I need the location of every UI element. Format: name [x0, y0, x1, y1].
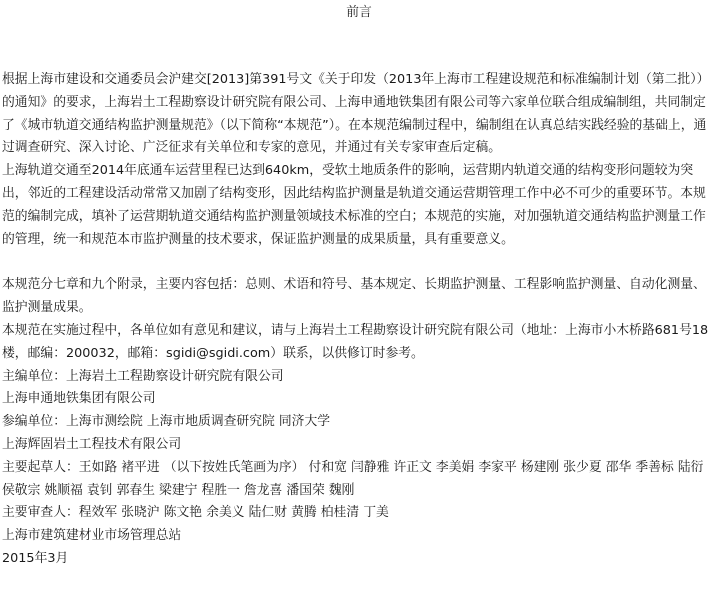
paragraph-feedback: 本规范在实施过程中，各单位如有意见和建议，请与上海岩土工程勘察设计研究院有限公司（地址：上海市小木桥路681号18楼，邮编：200032，邮箱：sgidi@sgidi.com）联系，以供修订时参考。 [2, 322, 709, 361]
participating-units: 参编单位：上海市测绘院 上海市地质调查研究院 同济大学 [2, 414, 331, 430]
document-page [2, 0, 716, 571]
drafters: 主要起草人：王如路 褚平进 （以下按姓氏笔画为序） 付和宽 闫静雅 许正文 李美娟 李家平 杨建刚 张少夏 邵华 季善标 陆衍 侯敬宗 姚顺福 袁钊 郭春生 梁建宁 程胜一 詹龙喜 潘国荣 魏刚 [2, 459, 704, 498]
paragraph-contents: 本规范分七章和九个附录，主要内容包括：总则、术语和符号、基本规定、长期监护测量、工程影响监护测量、自动化测量、监护测量成果。 [2, 277, 706, 316]
spacer [2, 24, 716, 69]
date: 2015年3月 [2, 550, 69, 566]
spacer [2, 251, 716, 274]
participating-units-2: 上海辉固岩土工程技术有限公司 [2, 436, 182, 452]
chief-unit: 主编单位：上海岩土工程勘察设计研究院有限公司 [2, 368, 284, 384]
paragraph-significance: 上海轨道交通至2014年底通车运营里程已达到640km，受软土地质条件的影响，运营期内轨道交通的结构变形问题较为突出，邻近的工程建设活动常常又加剧了结构变形，因此结构监护测量是轨道交通运营期管理工作中必不可少的重要环节。本规范的编制完成，填补了运营期轨道交通结构监护测量领域技术标准的空白；本规范的实施，对加强轨道交通结构监护测量工作的管理，统一和规范本市监护测量的技术要求，保证监护测量的成果质量，具有重要意义。 [2, 163, 706, 247]
page-title: 前言 [346, 5, 372, 20]
paragraph-background: 根据上海市建设和交通委员会沪建交[2013]第391号文《关于印发（2013年上海市工程建设规范和标准编制计划（第二批））的通知》的要求，上海岩土工程勘察设计研究院有限公司、上海申通地铁集团有限公司等六家单位联合组成编制组，共同制定了《城市轨道交通结构监护测量规范》（以下简称“本规范”）。在本规范编制过程中，编制组在认真总结实践经验的基础上，通过调查研究、深入讨论、广泛征求有关单位和专家的意见，并通过有关专家审查后定稿。 [2, 72, 710, 156]
publisher: 上海市建筑建材业市场管理总站 [2, 528, 182, 544]
reviewers: 主要审查人：程效军 张晓沪 陈文艳 余美义 陆仁财 黄腾 柏桂清 丁美 [2, 505, 389, 521]
chief-unit-2: 上海申通地铁集团有限公司 [2, 391, 156, 407]
